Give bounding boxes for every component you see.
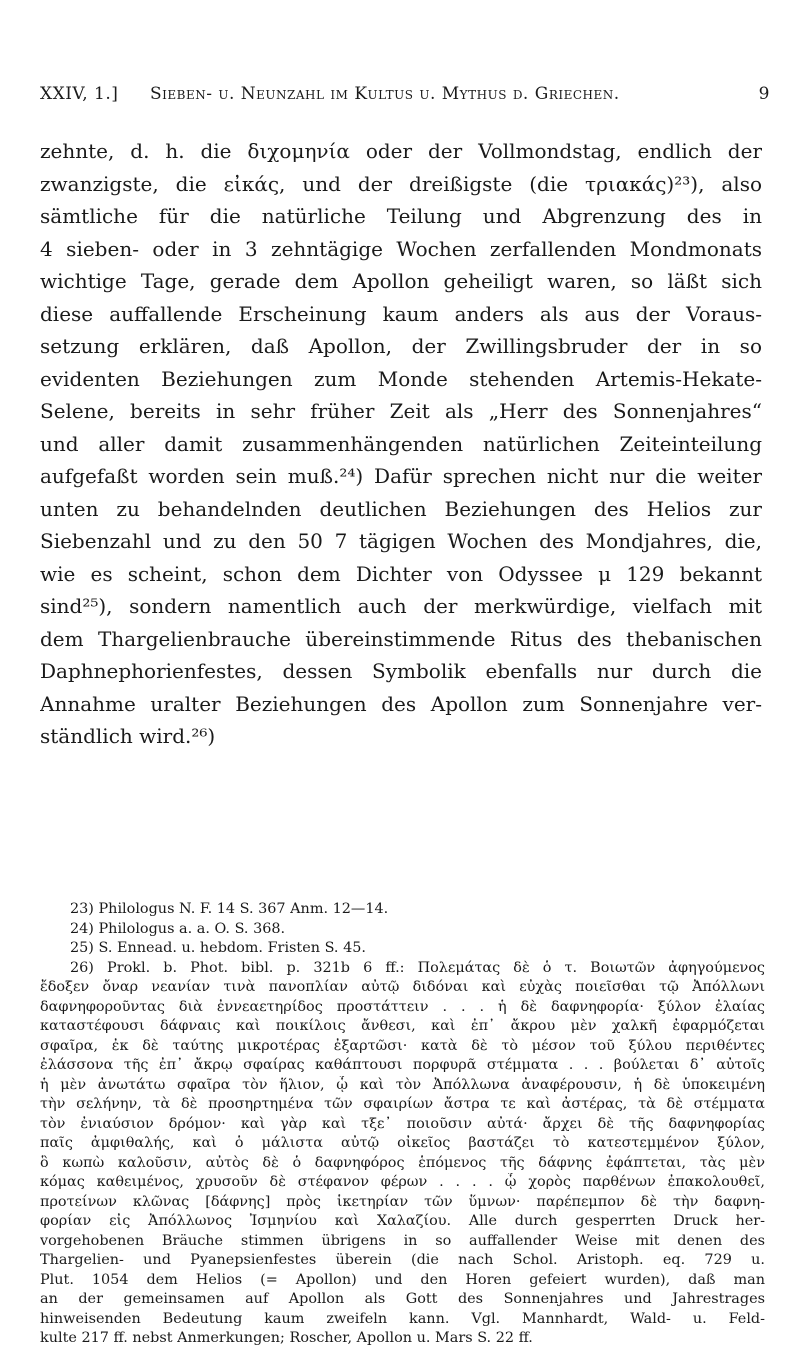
- text-line: sämtliche für die natürliche Teilung und Abgrenzung des in: [40, 204, 762, 228]
- footnotes: [40, 900, 765, 1349]
- footnote-line: 26) Prokl. b. Phot. bibl. p. 321b 6 ff.: Πολεμάτας δὲ ὁ τ. Βοιωτῶν ἀφηγούμενος: [70, 959, 765, 976]
- text-line: ständlich wird.²⁶): [40, 724, 216, 748]
- footnote-line: προτείνων κλῶνας [δάφνης] πρὸς ἱκετηρίαν τῶν ὕμνων· παρέπεμπον δὲ τὴν δαφνη-: [40, 1193, 765, 1210]
- text-line: 4 sieben- oder in 3 zehntägige Wochen zerfallenden Mondmonats: [40, 236, 762, 261]
- text-line: Siebenzahl und zu den 50 7 tägigen Wochen des Mondjahres, die,: [40, 529, 762, 553]
- footnote-line: τὴν σελήνην, τὰ δὲ προσηρτημένα τῶν σφαιρίων ἄστρα τε καὶ ἀστέρας, τὰ δὲ στέμματα: [40, 1096, 765, 1112]
- footnote-line: σφαῖρα, ἐκ δὲ ταύτης μικροτέρας ἐξαρτῶσι· κατὰ δὲ τὸ μέσον τοῦ ξύλου περιθέντες: [40, 1037, 765, 1054]
- footnote-line: καταστέφουσι δάφναις καὶ ποικίλοις ἄνθεσι, καὶ ἐπ᾽ ἄκρου μὲν χαλκῆ ἐφαρμόζεται: [40, 1018, 765, 1034]
- text-line: diese auffallende Erscheinung kaum anders als aus der Voraus-: [40, 301, 762, 326]
- text-line: zwanzigste, die εἰκάς, und der dreißigste (die τριακάς)²³), also: [40, 171, 762, 196]
- text-line: sind²⁵), sondern namentlich auch der merkwürdige, vielfach mit: [40, 594, 762, 618]
- footnote-26: [40, 959, 765, 1349]
- footnote-25: 25) S. Ennead. u. hebdom. Fristen S. 45.: [70, 940, 366, 956]
- text-line: dem Thargelienbrauche übereinstimmende Ritus des thebanischen: [40, 626, 762, 651]
- text-line: Annahme uralter Beziehungen des Apollon zum Sonnenjahre ver-: [40, 691, 762, 716]
- text-line: Daphnephorienfestes, dessen Symbolik ebenfalls nur durch die: [40, 659, 762, 683]
- footnote-line: κόμας καθειμένος, χρυσοῦν δὲ στέφανον φέρων . . . . ᾧ χορὸς παρθένων ἐπακολουθεῖ,: [40, 1174, 765, 1190]
- footnote-line: Thargelien- und Pyanepsienfestes überein (die nach Schol. Aristoph. eq. 729 u.: [40, 1252, 765, 1268]
- text-line: Selene, bereits in sehr früher Zeit als „Herr des Sonnenjahres“: [40, 399, 762, 423]
- footnote-line: ἐλάσσονα τῆς ἐπ᾽ ἄκρῳ σφαίρας καθάπτουσι πορφυρᾶ στέμματα . . . βούλεται δ᾽ αὐτοῖς: [40, 1057, 765, 1073]
- chapter-title: Sieben- u. Neunzahl im Kultus u. Mythus d. Griechen.: [150, 84, 620, 104]
- section-ref: XXIV, 1.]: [40, 84, 119, 104]
- footnote-line: hinweisenden Bedeutung kaum zweifeln kann. Vgl. Mannhardt, Wald- u. Feld-: [40, 1310, 765, 1327]
- footnote-line: ὃ κωπὼ καλοῦσιν, αὐτὸς δὲ ὁ δαφνηφόρος ἑπόμενος τῆς δάφνης ἐφάπτεται, τὰς μὲν: [40, 1154, 765, 1171]
- footnote-line: ἡ μὲν ἀνωτάτω σφαῖρα τὸν ἥλιον, ᾧ καὶ τὸν Ἀπόλλωνα ἀναφέρουσιν, ἡ δὲ ὑποκειμένη: [40, 1076, 765, 1093]
- text-line: wichtige Tage, gerade dem Apollon geheiligt waren, so läßt sich: [40, 269, 762, 293]
- footnote-line: vorgehobenen Bräuche stimmen übrigens in so auffallender Weise mit denen des: [40, 1232, 765, 1249]
- footnote-line: ἔδοξεν ὄναρ νεανίαν τινὰ πανοπλίαν αὐτῷ διδόναι καὶ εὐχὰς ποιεῖσθαι τῷ Ἀπόλλωνι: [40, 979, 765, 995]
- footnote-line: παῖς ἀμφιθαλής, καὶ ὁ μάλιστα αὐτῷ οἰκεῖος βαστάζει τὸ κατεστεμμένον ξύλον,: [40, 1135, 765, 1151]
- footnote-line: τὸν ἐνιαύσιον δρόμον· καὶ γὰρ καὶ τξε᾽ ποιοῦσιν αὐτά· ἄρχει δὲ τῆς δαφνηφορίας: [40, 1115, 765, 1132]
- footnote-24: 24) Philologus a. a. O. S. 368.: [70, 920, 286, 937]
- text-line: setzung erklären, daß Apollon, der Zwillingsbruder der in so: [40, 334, 762, 358]
- footnote-23: 23) Philologus N. F. 14 S. 367 Anm. 12—14.: [70, 901, 389, 917]
- footnote-line: Plut. 1054 dem Helios (= Apollon) und den Horen gefeiert wurden), daß man: [40, 1271, 765, 1288]
- footnote-line: φορίαν εἰς Ἀπόλλωνος Ἰσμηνίου καὶ Χαλαζίου. Alle durch gesperrten Druck her-: [40, 1213, 765, 1229]
- text-line: und aller damit zusammenhängenden natürlichen Zeiteinteilung: [40, 431, 762, 456]
- footnote-line: δαφνηφοροῦντας διὰ ἐννεαετηρίδος προστάττειν . . . ἡ δὲ δαφνηφορία· ξύλον ἐλαίας: [40, 998, 765, 1015]
- main-text: [40, 135, 762, 753]
- text-line: aufgefaßt worden sein muß.²⁴) Dafür sprechen nicht nur die weiter: [40, 464, 762, 488]
- page-number: 9: [758, 84, 770, 104]
- footnote-line: kulte 217 ff. nebst Anmerkungen; Roscher, Apollon u. Mars S. 22 ff.: [40, 1330, 533, 1346]
- text-line: zehnte, d. h. die διχομηνία oder der Vollmondstag, endlich der: [40, 139, 762, 163]
- text-line: unten zu behandelnden deutlichen Beziehungen des Helios zur: [40, 496, 762, 521]
- footnote-line: an der gemeinsamen auf Apollon als Gott des Sonnenjahres und Jahrestrages: [40, 1291, 765, 1307]
- text-line: evidenten Beziehungen zum Monde stehenden Artemis-Hekate-: [40, 366, 762, 391]
- text-line: wie es scheint, schon dem Dichter von Odyssee μ 129 bekannt: [40, 561, 762, 586]
